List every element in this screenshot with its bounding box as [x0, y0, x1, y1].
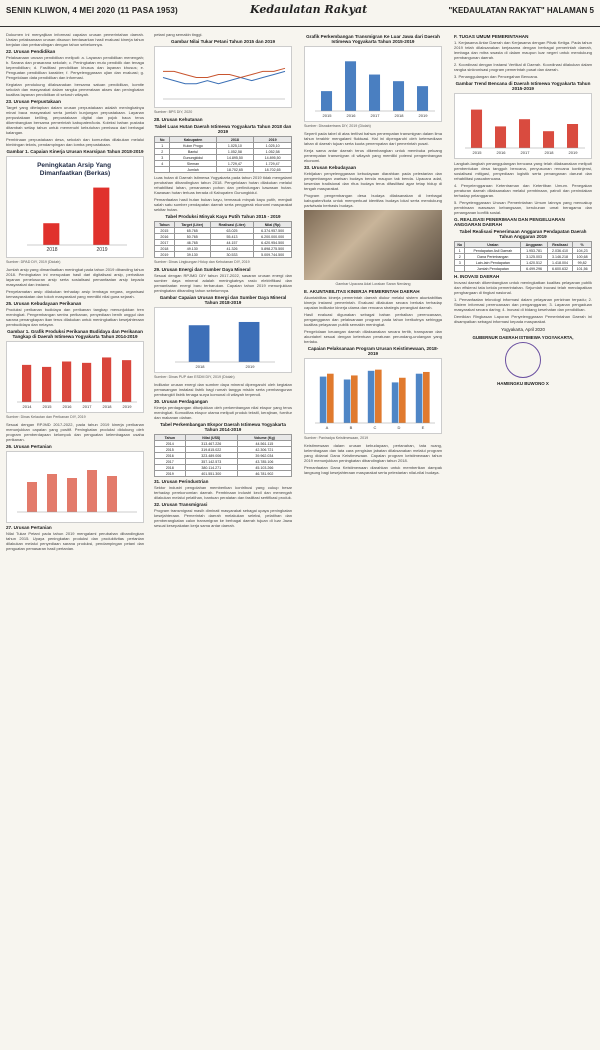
table-cell: 46.765 — [174, 240, 210, 246]
tick-label: 2018 — [46, 247, 58, 253]
table-cell: 1.418.004 — [547, 260, 572, 266]
table-cell: 44.561.115 — [237, 441, 291, 447]
table-row — [155, 471, 292, 477]
tick-label: 2016 — [496, 150, 506, 155]
table-cell: 5.898.275.500 — [254, 246, 292, 252]
table-cell: 2016 — [155, 453, 186, 459]
table-cell: 2015 — [155, 228, 175, 234]
chart-farmer-exchange-svg — [155, 47, 291, 105]
table-cell: 101,56 — [573, 266, 592, 272]
fishery-bars — [22, 357, 132, 409]
chart-fishery-svg — [7, 342, 143, 410]
table-cell: 319.815.022 — [185, 447, 237, 453]
chart-special-affairs — [304, 358, 442, 434]
chart-source: Sumber: Dinas PUP dan ESDM DIY, 2019 (Diolah) — [154, 375, 235, 379]
body-text: petani yang semakin tinggi. — [154, 32, 203, 37]
bar-2014 — [22, 365, 31, 402]
tick-label: 2017 — [520, 150, 530, 155]
heading-line: Peningkatan Arsip Yang — [37, 162, 112, 169]
table-cell: 41.326 — [210, 246, 253, 252]
table-header-cell: No — [455, 242, 465, 248]
table-cell — [155, 167, 170, 173]
table-cell: 100,68 — [573, 254, 592, 260]
table-cell: 1.729,47 — [216, 161, 254, 167]
table-header-cell: Tahun — [155, 222, 175, 228]
chart-agriculture — [6, 451, 144, 523]
chart-energy — [154, 307, 292, 373]
table-cell: 2015 — [155, 447, 186, 453]
table-header-cell: 2018 — [216, 137, 254, 143]
table-cell: 42.306.721 — [237, 447, 291, 453]
bar-2019 — [567, 124, 578, 148]
table-cell: 2 — [455, 254, 465, 260]
tick-label: 2019 — [96, 247, 108, 253]
bar-2016 — [495, 126, 506, 148]
table-cell: 2017 — [155, 240, 175, 246]
edition-date: SENIN KLIWON, 4 MEI 2020 (11 PASA 1953) — [6, 6, 178, 15]
body-text: Dokumen ini menyajikan informasi capaian urusan pemerintahan daerah. Uraian pelaksanaan urusan disusun berdasarkan hasil evaluasi kinerja tahun berjalan dan perbandingan dengan tahun sebelumnya. — [6, 32, 144, 47]
body-text: Target yang ditetapkan dalam urusan perpustakaan adalah meningkatnya minat baca masyarakat serta jumlah kunjungan perpustakaan. Layanan perpustakaan keliling, perpustakaan digital dan pojok baca terus dikembangkan bersama pemerintah kabupaten/kota. Koleksi bahan pustaka ditambah setiap tahun untuk memenuhi kebutuhan pembaca dari berbagai kalangan. Pembinaan perpustakaan desa, sekolah dan komunitas dilakukan melalui bimbingan teknis, pendampingan dan lomba perpustakaan. — [6, 105, 144, 147]
table-export — [154, 434, 292, 477]
bar-2019 — [122, 360, 131, 402]
section-heading: G. REALISASI PENERIMAAN DAN PENGELUARAN ANGGARAN DAERAH — [454, 217, 565, 227]
tick-label: 2018 — [544, 150, 554, 155]
table-cell: 1.025,10 — [254, 143, 292, 149]
chart-disaster-trend — [454, 93, 592, 159]
table-cell: Jumlah — [170, 167, 216, 173]
bar — [87, 470, 97, 512]
table-row — [455, 266, 592, 272]
table-cell: 49.130 — [174, 246, 210, 252]
masthead — [0, 0, 600, 27]
tick-label: 2019 — [568, 150, 578, 155]
table-cell: 55.413 — [210, 234, 253, 240]
section-heading: 32. Urusan Transmigrasi — [154, 502, 208, 507]
body-text: Kebijakan penyelenggaraan kebudayaan diarahkan pada pelestarian dan pengembangan warisan budaya benda maupun tak benda. Upacara adat, kesenian tradisional dan ritus budaya terus difasilitasi agar tetap hidup di tengah masyarakat. Program pengembangan desa budaya dilaksanakan di berbagai kabupaten/kota untuk memperkuat identitas budaya lokal serta mendukung pariwisata berbasis budaya. — [304, 171, 442, 208]
table-cell: 2014 — [155, 441, 186, 447]
body-text: Akuntabilitas kinerja pemerintah daerah diukur melalui sistem akuntabilitas kinerja instansi pemerintah. Evaluasi dilakukan secara berkala terhadap capaian indikator kinerja utama dan rencana strategis perangkat daerah. Hasil evaluasi digunakan sebagai bahan perbaikan perencanaan, penganggaran dan pelaksanaan program pada tahun berikutnya sehingga kualitas pelayanan publik semakin meningkat. Pengelolaan keuangan daerah dilaksanakan secara tertib, transparan dan akuntabel sesuai dengan ketentuan peraturan perundang-undangan yang berlaku. — [304, 295, 442, 344]
tick-label: 2018 — [394, 113, 404, 118]
section-heading: F. TUGAS UMUM PEMERINTAHAN — [454, 34, 529, 39]
bar-2015 — [471, 110, 482, 148]
bar-2019 — [93, 188, 109, 245]
body-text: Sesuai dengan RPJMD 2017-2022, pada tahun 2019 kinerja perikanan menunjukkan capaian yang positif. Peningkatan produksi didukung oleh program pemberdayaan kelompok dan penguatan kelembagaan usaha perikanan. — [6, 422, 144, 442]
chart-caption: Gambar Trend Bencana di Daerah Istimewa Yogyakarta Tahun 2015-2019 — [455, 81, 591, 91]
table-body — [455, 248, 592, 272]
table-eucalyptus-oil — [154, 221, 292, 258]
bar-2019 — [239, 322, 260, 362]
chart-caption: Gambar Capaian Urusan Energi dan Sumber Daya Mineral Tahun 2018-2019 — [159, 295, 287, 305]
bar-C — [368, 371, 375, 423]
table-cell: 313.467.226 — [185, 441, 237, 447]
table-cell: 2019 — [155, 252, 175, 258]
table-cell: 323.489.006 — [185, 453, 237, 459]
bar-C — [375, 370, 382, 423]
signature-role: GUBERNUR DAERAH ISTIMEWA YOGYAKARTA, — [472, 335, 574, 340]
bar-E — [423, 372, 430, 423]
table-header-cell: Target (Liter) — [174, 222, 210, 228]
bar-A — [327, 374, 334, 423]
bar-2018 — [393, 81, 404, 111]
chart-farmer-exchange — [154, 46, 292, 108]
table-row — [155, 252, 292, 258]
tick-label: 2015 — [42, 404, 52, 409]
chart-archive-svg — [7, 157, 143, 255]
chart-special-affairs-svg — [305, 359, 441, 431]
section-heading: 28. Urusan Kehutanan — [154, 117, 203, 122]
body-text: Seperti pada tabel di atas terlihat bahwa penempatan transmigran dalam lima tahun terakhir mengalami fluktuasi. Hal ini dipengaruhi oleh ketersediaan lahan di daerah tujuan serta kuota penempatan dari pemerintah pusat. Kerja sama antar daerah terus dikembangkan untuk membuka peluang penempatan transmigran di wilayah yang memiliki potensi pengembangan ekonomi. — [304, 131, 442, 163]
tick-label: 2018 — [102, 404, 112, 409]
bar-D — [392, 382, 399, 423]
table-header-cell: Tahun — [155, 435, 186, 441]
bar-2015 — [42, 367, 51, 402]
table-cell: 5.009.744.500 — [254, 252, 292, 258]
tick-label: 2015 — [322, 113, 332, 118]
table-cell: 3.146.218 — [547, 254, 572, 260]
table-cell: 1.729,47 — [254, 161, 292, 167]
tick-label: 2017 — [82, 404, 92, 409]
table-caption: Tabel Perkembangan Ekspor Daerah Istimewa Yogyakarta Tahun 2014-2019 — [160, 422, 286, 432]
table-cell: 46.781.902 — [237, 471, 291, 477]
bar-2017 — [519, 119, 530, 148]
column-3 — [304, 32, 442, 1044]
table-header-cell: Nilai (US$) — [185, 435, 237, 441]
bar-2018 — [543, 131, 554, 148]
table-cell: Gunungkidul — [170, 155, 216, 161]
chart-caption: Capaian Pelaksanaan Program Urusan Keistimewaan, 2018-2019 — [307, 346, 439, 356]
table-cell: 1 — [155, 143, 170, 149]
tick-label: E — [421, 425, 425, 430]
column-4 — [454, 32, 592, 1044]
table-cell: 63.025 — [210, 228, 253, 234]
table-cell: 401.551.300 — [185, 471, 237, 477]
table-cell: 2018 — [155, 465, 186, 471]
table-header-cell: 2019 — [254, 137, 292, 143]
body-text: Sesuai dengan RPJMD DIY tahun 2017-2022, sasaran urusan energi dan sumber daya mineral adalah meningkatnya rasio elektrifikasi dan pemanfaatan energi baru terbarukan. Capaian tahun 2019 menunjukkan peningkatan dibanding tahun sebelumnya. — [154, 273, 292, 293]
bar-2017 — [82, 363, 91, 402]
tick-label: 2019 — [418, 113, 428, 118]
table-cell: 3.125.003 — [521, 254, 547, 260]
table-cell: 380.114.271 — [185, 465, 237, 471]
section-heading: 23. Urusan Perpustakaan — [6, 99, 61, 104]
column-1 — [6, 32, 144, 1044]
chart-transmigration — [304, 46, 442, 122]
tick-label: 2016 — [346, 113, 356, 118]
table-cell: 2017 — [155, 459, 186, 465]
chart-disaster-trend-svg — [455, 94, 591, 156]
chart-archive-heading — [37, 162, 113, 177]
table-cell: 1 — [455, 248, 465, 254]
table-cell: 1.025,10 — [216, 143, 254, 149]
bar — [107, 476, 117, 512]
table-cell: Jumlah Pendapatan — [465, 266, 521, 272]
bar-2016 — [62, 362, 71, 403]
section-heading: H. INOVASI DAERAH — [454, 274, 500, 279]
table-cell: 3 — [455, 260, 465, 266]
table-cell: 14.895,50 — [216, 155, 254, 161]
table-cell: 65.765 — [174, 228, 210, 234]
table-cell: 99,82 — [573, 260, 592, 266]
chart-caption: Gambar 1. Capaian Kinerja Urusan Kearsipan Tahun 2018-2019 — [6, 149, 144, 154]
photo-caption: Gambar Upacara Adat Lorakan Saran Nerdang — [335, 282, 411, 286]
bar — [27, 482, 37, 512]
table-cell: 1.420.512 — [521, 260, 547, 266]
table-forest-area — [154, 136, 292, 173]
table-cell: 1.052,58 — [216, 149, 254, 155]
table-cell: 6.374.957.500 — [254, 228, 292, 234]
table-cell — [455, 266, 465, 272]
section-heading: 33. Urusan Kebudayaan — [304, 165, 357, 170]
bar-B — [351, 375, 358, 423]
table-cell: 6.420.954.500 — [254, 240, 292, 246]
table-cell: 1.953.781 — [521, 248, 547, 254]
tick-label: D — [397, 425, 401, 430]
body-text: Langkah-langkah penanggulangan bencana yang telah dilaksanakan meliputi pembentukan desa tangguh bencana, penyusunan rencana kontinjensi, sosialisasi mitigasi, penyediaan logistik serta penanganan darurat dan rehabilitasi pascabencana. 4. Penyelenggaraan Ketentraman dan Ketertiban Umum. Penegakan peraturan daerah dilaksanakan melalui pembinaan, patroli dan penindakan terhadap pelanggaran. 5. Penyelenggaraan Urusan Pemerintahan Umum lainnya yang mencakup pembinaan wawasan kebangsaan, kerukunan umat beragama dan penanganan konflik sosial. — [454, 161, 592, 215]
table-cell: 2 — [155, 149, 170, 155]
bar-2018 — [189, 325, 210, 362]
special-affairs-bars — [320, 370, 430, 430]
table-body — [155, 441, 292, 477]
table-cell: 104,23 — [573, 248, 592, 254]
body-text: Inovasi daerah dikembangkan untuk meningkatkan kualitas pelayanan publik dan efisiensi tata kelola pemerintahan. Sejumlah inovasi telah mendapatkan penghargaan di tingkat nasional. 1. Pemanfaatan teknologi informasi dalam pelayanan perizinan terpadu; 2. Sistem informasi perencanaan dan penganggaran; 3. Layanan pengaduan masyarakat secara daring; 4. Inovasi di bidang kesehatan dan pendidikan. Demikian Ringkasan Laporan Penyelenggaraan Pemerintahan Daerah ini disampaikan sebagai informasi kepada masyarakat. — [454, 280, 592, 324]
table-caption: Tabel Luas Hutan Daerah Istimewa Yogyakarta Tahun 2018 dan 2019 — [154, 124, 292, 134]
table-cell: 30.533 — [210, 252, 253, 258]
tick-label: 2018 — [195, 364, 205, 369]
body-text: Produksi perikanan budidaya dan perikanan tangkap menunjukkan tren meningkat. Pengembangan sentra perikanan, penyediaan benih unggul dan sarana penangkapan ikan terus dilakukan untuk meningkatkan kesejahteraan pembudidaya dan nelayan. — [6, 307, 144, 327]
body-text: Sektor industri pengolahan memberikan kontribusi yang cukup besar terhadap perekonomian daerah. Pembinaan industri kecil dan menengah dilakukan melalui pelatihan, bantuan peralatan dan fasilitasi sertifikasi produk. — [154, 485, 292, 500]
chart-archive — [6, 156, 144, 258]
table-source: Sumber: Dinas Lingkungan Hidup dan Kehutanan DIY, 2019 — [154, 260, 250, 264]
tick-label: 2019 — [122, 404, 132, 409]
body-text: Program transmigrasi masih diminati masyarakat sebagai upaya peningkatan kesejahteraan. Pemerintah daerah melakukan seleksi, pelatihan dan pemberangkatan calon transmigran ke berbagai daerah tujuan di luar Jawa sesuai kesepakatan kerja sama antar daerah. — [154, 508, 292, 528]
newspaper-logo: Kedaulatan Rakyat — [250, 3, 368, 16]
table-cell: 357.142.573 — [185, 459, 237, 465]
table-cell: 50.765 — [174, 234, 210, 240]
chart-source: Sumber: Dinas Kelautan dan Perikanan DIY, 2019 — [6, 415, 86, 419]
table-header-cell: % — [573, 242, 592, 248]
section-heading: 25. Urusan Kebudayaan Perikanan — [6, 301, 82, 306]
bar-2019 — [417, 86, 428, 111]
tick-label: 2015 — [472, 150, 482, 155]
table-cell: Lain-lain Pendapatan — [465, 260, 521, 266]
table-header-cell: Realisasi (Liter) — [210, 222, 253, 228]
chart-agriculture-svg — [7, 452, 143, 520]
section-heading: 22. Urusan Pendidikan — [6, 49, 56, 54]
table-header-cell: No — [155, 137, 170, 143]
tick-label: 2017 — [370, 113, 380, 118]
table-cell: 6.200.000.000 — [254, 234, 292, 240]
section-heading: E. AKUNTABILITAS KINERJA PEMERINTAH DAERAH — [304, 289, 420, 294]
bar — [67, 478, 77, 512]
body-text: Keistimewaan dalam urusan kebudayaan, pertanahan, tata ruang, kelembagaan dan tata cara pengisian jabatan dilaksanakan melalui program yang didanai Dana Keistimewaan. Capaian program keistimewaan tahun 2019 menunjukkan peningkatan dibandingkan tahun 2018. Pemanfaatan Dana Keistimewaan diarahkan untuk memberikan dampak langsung bagi kesejahteraan masyarakat serta pelestarian nilai-nilai budaya. — [304, 443, 442, 475]
table-cell: 3 — [155, 155, 170, 161]
table-revenue — [454, 241, 592, 272]
chart-caption: Gambar Nilai Tukar Petani Tahun 2015 dan 2019 — [171, 39, 275, 44]
bar-B — [344, 380, 351, 424]
table-header-cell: Realisasi — [547, 242, 572, 248]
bar-2018 — [43, 223, 59, 245]
chart-source: Sumber: DPAD DIY, 2019 (Diolah) — [6, 260, 61, 264]
table-header-cell: Anggaran — [521, 242, 547, 248]
table-cell: 14.895,50 — [254, 155, 292, 161]
signature-name: HAMENGKU BUWONO X — [497, 381, 549, 386]
chart-caption: Grafik Perkembangan Transmigran Ke Luar Jawa dari Daerah Istimewa Yogyakarta Tahun 2015-2019 — [306, 34, 440, 44]
table-cell: Kulon Progo — [170, 143, 216, 149]
chart-energy-svg — [155, 308, 291, 370]
table-cell: 2.036.410 — [547, 248, 572, 254]
tick-label: 2019 — [245, 364, 255, 369]
section-heading: 30. Urusan Perdagangan — [154, 399, 208, 404]
chart-transmigration-svg — [305, 47, 441, 119]
page-label: "KEDAULATAN RAKYAT" HALAMAN 5 — [448, 6, 594, 15]
table-header-cell: Nilai (Rp) — [254, 222, 292, 228]
archive-bars — [43, 188, 109, 253]
column-2 — [154, 32, 292, 1044]
chart-source: Sumber: BPS DIY, 2020 — [154, 110, 193, 114]
tick-label: B — [349, 425, 353, 430]
tick-label: A — [325, 425, 329, 430]
table-cell: Dana Perimbangan — [465, 254, 521, 260]
tick-label: 2016 — [62, 404, 72, 409]
table-cell: 45.103.266 — [237, 465, 291, 471]
section-heading: 31. Urusan Perindustrian — [154, 479, 209, 484]
body-text: Pelaksanaan urusan pendidikan meliputi: a. Layanan pendidikan menengah; b. Sarana dan prasarana sekolah; c. Peningkatan mutu pendidik dan tenaga kependidikan; d. Fasilitasi pendidikan khusus dan layanan khusus; e. Penguatan pendidikan karakter; f. Penyelenggaraan ujian dan evaluasi; g. Pengelolaan data pendidikan dan informasi. Kegiatan pendukung dilaksanakan bersama satuan pendidikan, komite sekolah dan masyarakat dalam rangka pemerataan akses dan peningkatan kualitas layanan pendidikan di seluruh wilayah. — [6, 55, 144, 97]
ceremony-photo — [304, 210, 442, 280]
body-text: Kinerja perdagangan ditunjukkan oleh perkembangan nilai ekspor yang terus meningkat. Komoditas ekspor utama meliputi produk tekstil, kerajinan, furnitur dan makanan olahan. — [154, 405, 292, 420]
body-text: 1. Kerjasama Antar Daerah dan Kerjasama dengan Pihak Ketiga. Pada tahun 2019 telah dilaksanakan kerjasama dengan berbagai pemerintah daerah, lembaga dan mitra swasta di dalam maupun luar negeri untuk mendukung pembangunan daerah. 2. Koordinasi dengan Instansi Vertikal di Daerah. Koordinasi dilakukan dalam rangka sinkronisasi program pemerintah pusat dan daerah. 3. Penanggulangan dan Pencegahan Bencana. — [454, 40, 592, 79]
table-cell: 6.499.296 — [521, 266, 547, 272]
chart-source: Sumber: Disnakertrans DIY, 2019 (Diolah) — [304, 124, 371, 128]
table-caption: Tabel Produksi Minyak Kayu Putih Tahun 2015 - 2019 — [165, 214, 281, 219]
bar-A — [320, 377, 327, 423]
transmigration-bars — [321, 61, 428, 118]
table-cell: 2016 — [155, 234, 175, 240]
table-cell: 6.600.632 — [547, 266, 572, 272]
table-cell: 18.702,65 — [254, 167, 292, 173]
table-body — [155, 143, 292, 173]
bar-E — [416, 374, 423, 423]
table-cell: 39.962.034 — [237, 453, 291, 459]
table-caption: Tabel Realisasi Penerimaan Anggaran Pendapatan Daerah Tahun Anggaran 2019 — [459, 229, 587, 239]
table-header-cell: Uraian — [465, 242, 521, 248]
body-text: Luas hutan di Daerah Istimewa Yogyakarta pada tahun 2019 tidak mengalami perubahan dibandingkan tahun 2018. Pengelolaan hutan dilakukan melalui rehabilitasi lahan, penanaman pohon dan perlindungan kawasan hutan. Kawasan hutan terluas berada di Kabupaten Gunungkidul. Pemanfaatan hasil hutan bukan kayu, termasuk minyak kayu putih, menjadi salah satu sumber pendapatan daerah serta penggerak ekonomi masyarakat sekitar hutan. — [154, 175, 292, 212]
chart-source: Sumber: Paniradya Keistimewaan, 2019 — [304, 436, 369, 440]
section-heading: 26. Urusan Pertanian — [6, 444, 52, 449]
table-cell: Pendapatan Asli Daerah — [465, 248, 521, 254]
table-cell: 39.130 — [174, 252, 210, 258]
table-cell: 1.052,58 — [254, 149, 292, 155]
chart-caption: Gambar 1. Grafik Produksi Perikanan Budidaya dan Perikanan Tangkap di Daerah Istimewa Yogyakarta Tahun 2014-2019 — [7, 329, 143, 339]
table-header-cell: Kabupaten — [170, 137, 216, 143]
body-text: Jumlah arsip yang dimanfaatkan meningkat pada tahun 2019 dibanding tahun 2018. Peningkatan ini merupakan hasil dari digitalisasi arsip, perbaikan layanan penelusuran arsip serta sosialisasi pemanfaatan arsip kepada masyarakat dan instansi. Penyelamatan arsip dilakukan terhadap arsip lembaga negara, organisasi kemasyarakatan dan tokoh masyarakat yang memiliki nilai guna sejarah. — [6, 267, 144, 299]
table-cell: 2018 — [155, 246, 175, 252]
table-cell: Sleman — [170, 161, 216, 167]
bar — [47, 474, 57, 512]
bar-2018 — [102, 357, 111, 402]
bar-D — [399, 378, 406, 423]
table-cell: 18.702,65 — [216, 167, 254, 173]
tick-label: C — [373, 425, 377, 430]
body-text: Nilai Tukar Petani pada tahun 2019 mengalami perubahan dibandingkan tahun 2015. Upaya peningkatan produksi dan produktivitas pertanian dilakukan melalui penyediaan sarana produksi, pendampingan petani dan penguatan pemasaran hasil pertanian. — [6, 531, 144, 551]
bar-2015 — [321, 91, 332, 111]
chart-fishery — [6, 341, 144, 413]
signature-place-date: Yogyakarta, April 2020 — [501, 327, 545, 332]
table-row — [155, 167, 292, 173]
heading-line: Dimanfaatkan (Berkas) — [39, 170, 111, 177]
body-text: Indikator urusan energi dan sumber daya mineral dipengaruhi oleh kegiatan pemasangan instalasi listrik bagi rumah tangga miskin serta pembangunan pembangkit listrik tenaga surya komunal di wilayah terpencil. — [154, 382, 292, 397]
section-heading: 27. Urusan Pertanian — [6, 525, 52, 530]
table-cell: 2019 — [155, 471, 186, 477]
bar-2017 — [369, 75, 380, 111]
bar-2016 — [345, 61, 356, 111]
table-cell: 44.157 — [210, 240, 253, 246]
section-heading: 29. Urusan Energi dan Sumber Daya Mineral — [154, 267, 251, 272]
table-cell: 4 — [155, 161, 170, 167]
tick-label: 2014 — [22, 404, 32, 409]
official-seal — [505, 342, 541, 378]
table-body — [155, 228, 292, 258]
table-header-cell: Volume (Kg) — [237, 435, 291, 441]
table-cell: Bantul — [170, 149, 216, 155]
table-cell: 43.785.106 — [237, 459, 291, 465]
